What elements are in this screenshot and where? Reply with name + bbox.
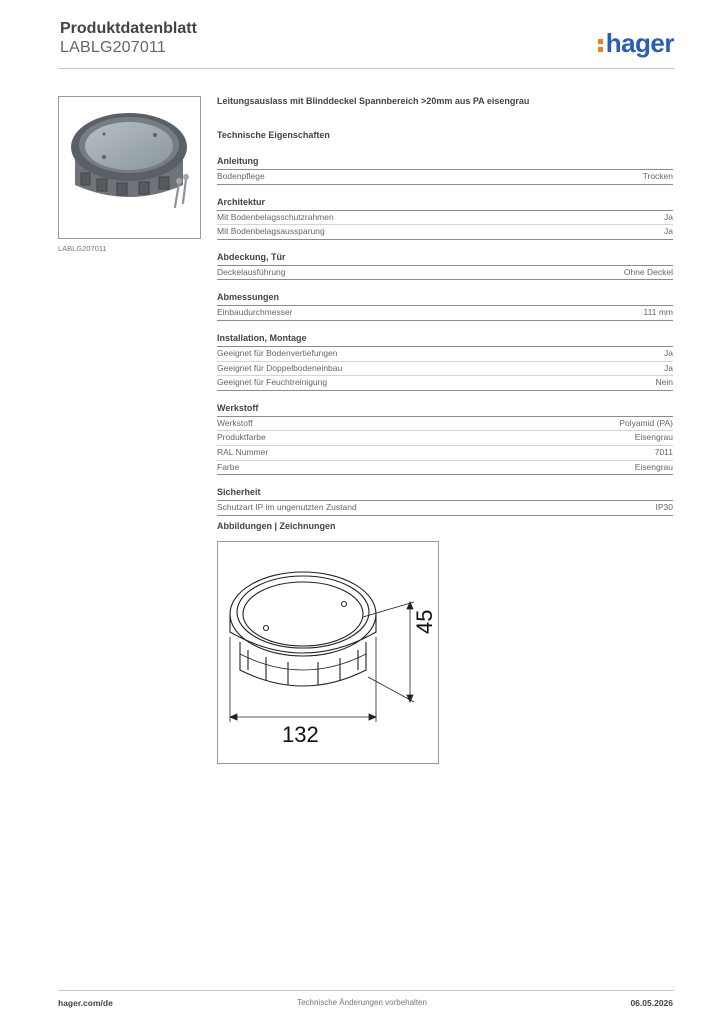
technical-drawing-icon <box>218 542 438 763</box>
dimension-height-label: 45 <box>412 609 437 634</box>
property-value: Eisengrau <box>634 432 673 443</box>
property-group-title: Werkstoff <box>217 403 673 417</box>
property-value: Ja <box>664 347 673 358</box>
property-value: IP30 <box>655 502 673 513</box>
property-group <box>217 252 673 281</box>
property-row <box>217 417 673 432</box>
hager-logo <box>598 28 674 59</box>
property-group <box>217 197 673 240</box>
header-divider <box>58 68 674 69</box>
document-article-number: LABLG207011 <box>60 39 166 56</box>
floor-outlet-photo-icon <box>59 97 200 238</box>
product-title: Leitungsauslass mit Blinddeckel Spannbereich >20mm aus PA eisengrau <box>217 96 530 106</box>
property-row <box>217 306 673 321</box>
property-label: Bodenpflege <box>217 171 265 181</box>
property-group-title: Architektur <box>217 197 673 211</box>
property-label: Einbaudurchmesser <box>217 307 293 318</box>
property-value: Ja <box>664 226 673 237</box>
property-label: Mit Bodenbelagsschutzrahmen <box>217 211 334 222</box>
property-row <box>217 266 673 281</box>
drawings-heading: Abbildungen | Zeichnungen <box>217 521 336 531</box>
property-label: Mit Bodenbelagsaussparung <box>217 226 325 237</box>
property-label: Geeignet für Feuchtreinigung <box>217 377 328 388</box>
property-group-title: Anleitung <box>217 156 673 170</box>
property-label: Produktfarbe <box>217 432 266 443</box>
property-label: Geeignet für Doppelbodeneinbau <box>217 362 343 373</box>
logo-dots-icon <box>598 37 604 53</box>
dimension-width-label: 132 <box>282 722 319 747</box>
document-title: Produktdatenblatt <box>60 20 197 37</box>
property-group <box>217 292 673 321</box>
property-value: Trocken <box>642 171 673 181</box>
product-photo <box>58 96 201 239</box>
property-value: Ja <box>664 362 673 373</box>
property-group <box>217 487 673 516</box>
property-label: Deckelausführung <box>217 266 286 277</box>
footer-disclaimer: Technische Änderungen vorbehalten <box>297 998 427 1007</box>
property-row <box>217 211 673 226</box>
property-group-title: Installation, Montage <box>217 333 673 347</box>
property-value: Nein <box>655 377 673 388</box>
footer-website: hager.com/de <box>58 998 113 1008</box>
property-label: RAL Nummer <box>217 446 269 457</box>
property-row <box>217 501 673 516</box>
property-label: Werkstoff <box>217 417 253 428</box>
page-header <box>60 20 674 70</box>
property-value: Ja <box>664 211 673 222</box>
property-row <box>217 431 673 446</box>
property-row <box>217 362 673 377</box>
footer-date: 06.05.2026 <box>630 998 673 1008</box>
photo-caption: LABLG207011 <box>58 244 107 253</box>
property-value: Ohne Deckel <box>623 266 673 277</box>
property-groups <box>217 156 673 516</box>
product-properties <box>217 96 673 516</box>
dimension-drawing <box>217 541 439 764</box>
property-row <box>217 347 673 362</box>
property-row <box>217 446 673 461</box>
property-value: Polyamid (PA) <box>619 417 673 428</box>
logo-text: hager <box>605 28 674 58</box>
property-row <box>217 461 673 476</box>
property-value: Eisengrau <box>634 461 673 472</box>
footer-divider <box>58 990 674 991</box>
property-group-title: Sicherheit <box>217 487 673 501</box>
property-group <box>217 333 673 391</box>
property-value: 7011 <box>654 446 673 457</box>
property-row <box>217 376 673 391</box>
property-row <box>217 225 673 240</box>
property-label: Farbe <box>217 461 240 472</box>
property-value: 111 mm <box>643 307 673 318</box>
property-group <box>217 156 673 185</box>
property-group-title: Abmessungen <box>217 292 673 306</box>
property-label: Geeignet für Bodenvertiefungen <box>217 347 338 358</box>
technical-properties-heading: Technische Eigenschaften <box>217 130 330 140</box>
property-row <box>217 170 673 185</box>
property-label: Schutzart IP im ungenutzten Zustand <box>217 502 357 513</box>
property-group-title: Abdeckung, Tür <box>217 252 673 266</box>
property-group <box>217 403 673 475</box>
